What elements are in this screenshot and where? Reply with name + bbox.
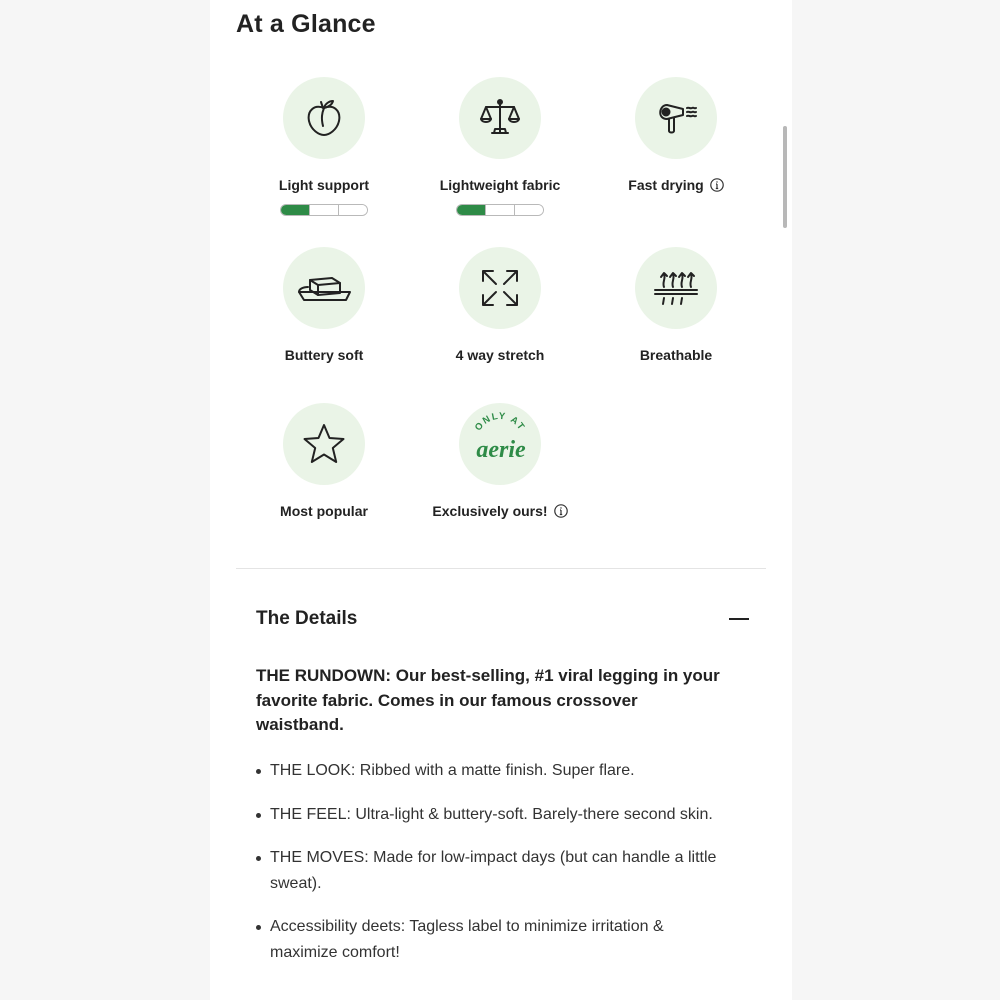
meter-segment-filled — [281, 205, 310, 215]
weight-level-meter — [456, 204, 544, 216]
peach-icon — [302, 96, 346, 140]
feature-icon-circle — [635, 247, 717, 329]
stretch-arrows-icon — [478, 266, 522, 310]
feature-4-way-stretch — [412, 247, 588, 365]
feature-label: 4 way stretch — [455, 347, 545, 363]
feature-label: Exclusively ours! — [432, 503, 548, 519]
feature-icon-circle — [459, 247, 541, 329]
feature-lightweight-fabric — [412, 77, 588, 216]
info-icon[interactable] — [554, 504, 568, 518]
feature-light-support — [236, 77, 412, 216]
feature-icon-circle — [459, 77, 541, 159]
feature-label-wrap — [456, 347, 545, 363]
feature-icon-circle — [283, 403, 365, 485]
svg-text:ONLY AT: ONLY AT — [472, 410, 528, 434]
section-divider — [236, 568, 766, 569]
feature-label: Breathable — [639, 347, 713, 363]
meter-segment-empty — [310, 205, 339, 215]
feature-label: Fast drying — [628, 177, 704, 193]
collapse-minus-icon[interactable] — [728, 608, 750, 630]
feature-label-wrap — [440, 177, 561, 193]
meter-segment-empty — [486, 205, 515, 215]
star-icon — [301, 421, 347, 467]
feature-label-wrap — [628, 177, 723, 193]
feature-label-wrap — [285, 347, 364, 363]
list-item: THE FEEL: Ultra-light & buttery-soft. Barely-there second skin. — [256, 802, 726, 828]
list-item: THE LOOK: Ribbed with a matte finish. Super flare. — [256, 758, 726, 784]
details-title: The Details — [256, 608, 358, 629]
rundown-text: THE RUNDOWN: Our best-selling, #1 viral legging in your favorite fabric. Comes in our famous crossover waistband. — [256, 666, 720, 734]
scrollbar-thumb[interactable] — [783, 126, 787, 228]
details-bullet-list — [256, 758, 726, 983]
feature-label: Most popular — [280, 503, 368, 519]
feature-most-popular — [236, 403, 412, 521]
list-item: THE MOVES: Made for low-impact days (but can handle a little sweat). — [256, 845, 726, 896]
feature-label: Buttery soft — [284, 347, 364, 363]
feature-icon-circle — [459, 403, 541, 485]
only-at-aerie-badge — [460, 404, 540, 484]
at-a-glance-title: At a Glance — [236, 10, 376, 38]
feature-label-wrap — [279, 177, 369, 193]
feature-icon-circle — [635, 77, 717, 159]
feature-fast-drying — [588, 77, 764, 195]
butter-icon — [296, 268, 352, 308]
svg-text:aerie: aerie — [476, 437, 526, 463]
support-level-meter — [280, 204, 368, 216]
info-icon[interactable] — [710, 178, 724, 192]
feature-icon-circle — [283, 247, 365, 329]
feature-label-wrap — [432, 503, 567, 519]
breathable-arrows-icon — [652, 266, 700, 310]
feature-exclusively-ours — [412, 403, 588, 521]
feature-label: Light support — [278, 177, 370, 193]
meter-segment-empty — [515, 205, 543, 215]
feature-label: Lightweight fabric — [439, 177, 561, 193]
hair-dryer-icon — [653, 95, 699, 141]
meter-segment-empty — [339, 205, 367, 215]
feature-breathable — [588, 247, 764, 365]
scale-icon — [477, 95, 523, 141]
product-details-panel — [210, 0, 792, 1000]
list-item: Accessibility deets: Tagless label to minimize irritation & maximize comfort! — [256, 914, 726, 965]
feature-label-wrap — [280, 503, 368, 519]
feature-label-wrap — [640, 347, 712, 363]
details-accordion-header[interactable] — [256, 606, 750, 632]
feature-icon-circle — [283, 77, 365, 159]
feature-buttery-soft — [236, 247, 412, 365]
meter-segment-filled — [457, 205, 486, 215]
